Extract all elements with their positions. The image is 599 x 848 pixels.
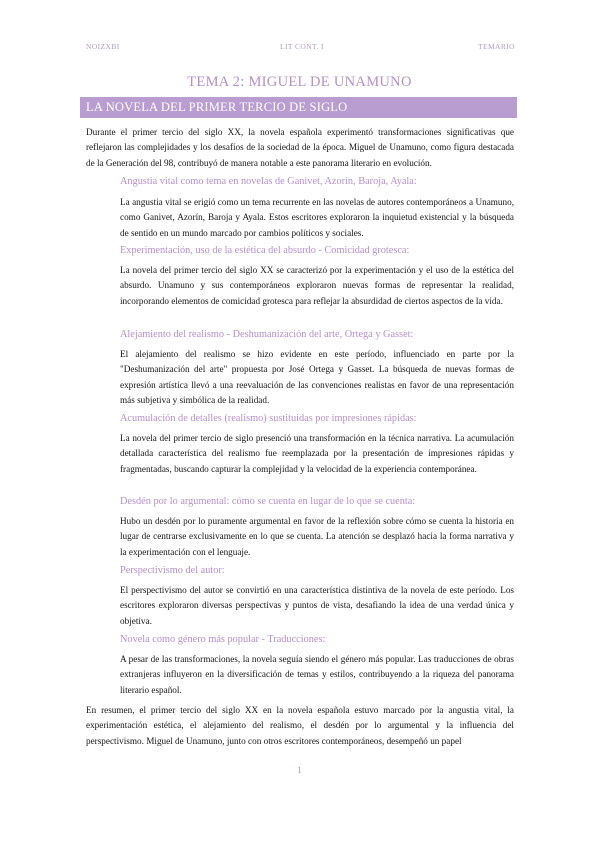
page-number: 1 [297,765,302,775]
intro-paragraph: Durante el primer tercio del siglo XX, la novela española experimentó transformaciones significativas que reflejaron las complejidades y los desafíos de la sociedad de la época. Miguel de Unamuno, como figura destacada de la Generación del 98, contribuyó de manera notable a este panorama literario en evolución. [86,127,514,168]
section-heading: Desdén por lo argumental: cómo se cuenta en lugar de lo que se cuenta: [120,496,416,507]
section-paragraph: El alejamiento del realismo se hizo evidente en este período, influenciado en parte por la "Deshumanización del arte" propuesta por José Ortega y Gasset. La búsqueda de nuevas formas de expresión artística llevó a una reevaluación de las convenciones realistas en favor de una representación más subjetiva y simbólica de la realidad. [120,349,514,406]
section-heading: Alejamiento del realismo - Deshumanización del arte, Ortega y Gasset: [120,329,414,340]
header-left: NOIZXBI [86,42,120,51]
section-heading: Angustia vital como tema en novelas de Ganivet, Azorín, Baroja, Ayala: [120,176,417,187]
section-paragraph: Hubo un desdén por lo puramente argumental en favor de la reflexión sobre cómo se cuenta la historia en lugar de centrarse exclusivamente en lo que se cuenta. La atención se desplazó hacia la forma narrativa y la experimentación con el lenguaje. [120,516,514,557]
section-paragraph: La angustia vital se erigió como un tema recurrente en las novelas de autores contemporáneos a Unamuno, como Ganivet, Azorín, Baroja y Ayala. Estos escritores exploraron la inquietud existencial y la búsqueda de sentido en un mundo marcado por cambios políticos y sociales. [120,197,514,238]
section-paragraph: A pesar de las transformaciones, la novela seguía siendo el género más popular. Las traducciones de obras extranjeras influyeron en la diversificación de temas y estilos, contribuyendo a la riqueza del panorama literario español. [120,654,514,695]
section-heading: Acumulación de detalles (realismo) sustituidas por impresiones rápidas: [120,413,417,424]
section-band [80,97,517,118]
section-paragraph: La novela del primer tercio de siglo presenció una transformación en la técnica narrativa. La acumulación detallada característica del realismo fue reemplazada por la presentación de impresiones rápidas y fragmentadas, buscando capturar la complejidad y la velocidad de la experiencia contemporánea. [120,433,514,474]
section-paragraph: El perspectivismo del autor se convirtió en una característica distintiva de la novela de este período. Los escritores exploraron diversas perspectivas y puntos de vista, desafiando la idea de una verdad única y objetiva. [120,585,514,626]
section-heading: Novela como género más popular - Traducciones: [120,634,326,645]
conclusion-paragraph: En resumen, el primer tercio del siglo XX en la novela española estuvo marcado por la angustia vital, la experimentación estética, el alejamiento del realismo, el desdén por lo argumental y la influencia del perspectivismo. Miguel de Unamuno, junto con otros escritores contemporáneos, desempeñó un papel [86,705,514,746]
section-heading: Perspectivismo del autor: [120,565,225,576]
section-heading: Experimentación, uso de la estética del absurdo - Comicidad grotesca: [120,245,410,256]
section-band-label: LA NOVELA DEL PRIMER TERCIO DE SIGLO [86,100,348,114]
section-paragraph: La novela del primer tercio del siglo XX se caracterizó por la experimentación y el uso de la estética del absurdo. Unamuno y sus contemporáneos exploraron nuevas formas de representar la realidad, incorporando elementos de comicidad grotesca para reflejar la absurdidad de ciertos aspectos de la vida. [120,265,514,306]
header-center: LIT CONT. I [280,42,324,51]
page-title: TEMA 2: MIGUEL DE UNAMUNO [187,74,412,90]
header-right: TEMARIO [478,42,515,51]
